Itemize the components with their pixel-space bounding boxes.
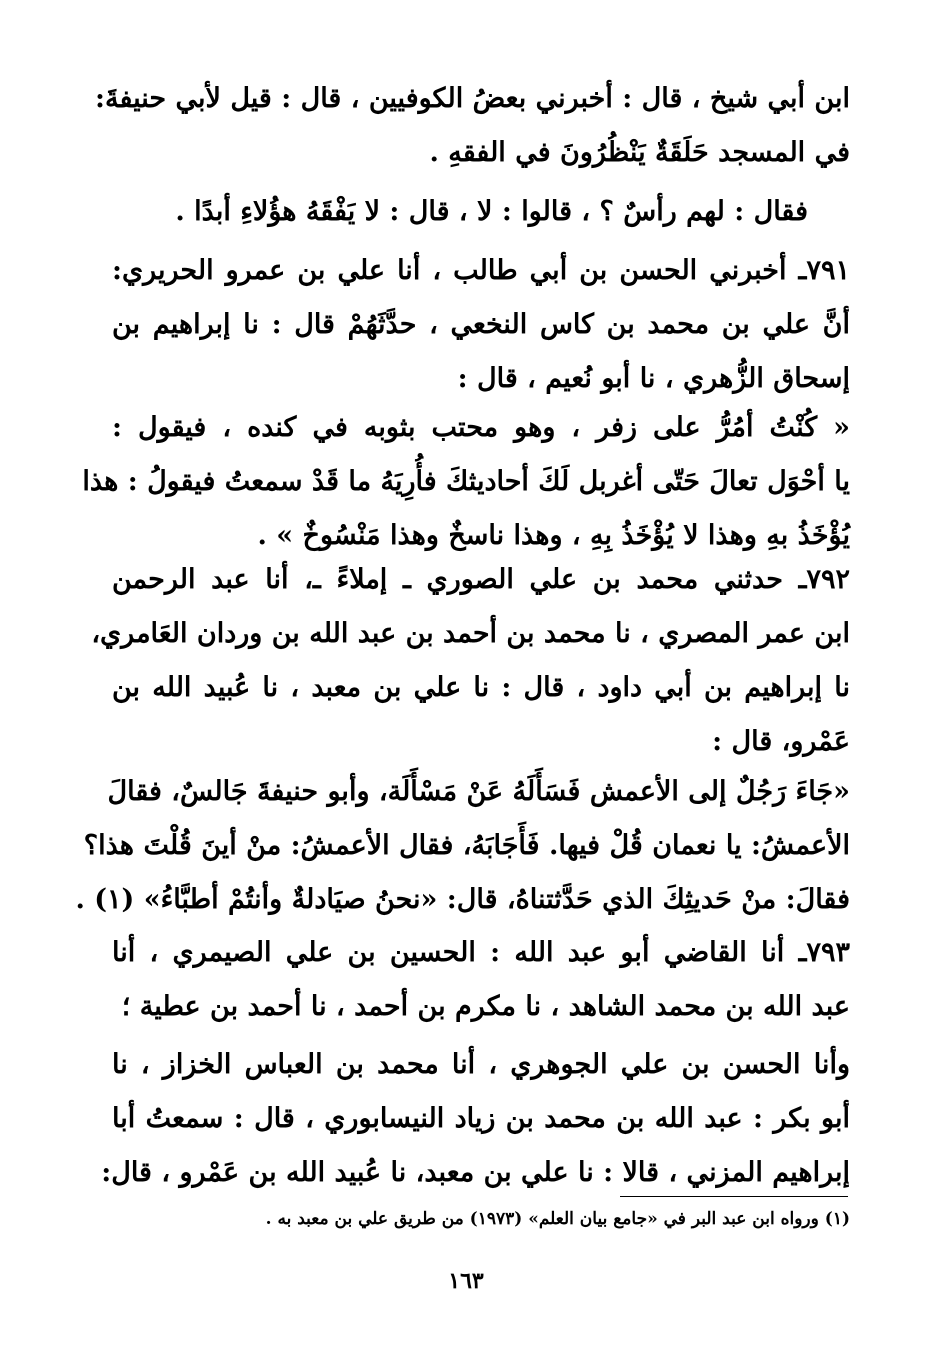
page-number: ١٦٣ bbox=[448, 1268, 484, 1294]
text-line: ٧٩٢ـ حدثني محمد بن علي الصوري ـ إملاءً ـ، أنا عبد الرحمن bbox=[112, 564, 850, 595]
text-line: « كُنْتُ أمُرُّ على زفر ، وهو محتب بثوبه في كنده ، فيقول : bbox=[112, 412, 850, 443]
hadith-791 bbox=[112, 244, 850, 406]
text-line: إبراهيم المزني ، قالا : نا علي بن معبد، نا عُبيد الله بن عَمْرو ، قال: bbox=[101, 1157, 850, 1188]
paragraph-reply bbox=[112, 185, 808, 239]
text-line: «جَاءَ رَجُلٌ إلى الأعمش فَسَأَلَهُ عَنْ مَسْأَلَة، وأبو حنيفةَ جَالسٌ، فقالَ bbox=[107, 776, 850, 807]
text-line: الأعمشُ: يا نعمان قُلْ فيها. فَأَجَابَهُ، فقال الأعمشُ: منْ أينَ قُلْتَ هذا؟ bbox=[83, 830, 850, 861]
text-line: عَمْرو، قال : bbox=[712, 726, 850, 757]
text-line: ابن أبي شيخ ، قال : أخبرني بعضُ الكوفيين ، قال : قيل لأبي حنيفةَ: bbox=[95, 83, 850, 114]
text-line: وأنا الحسن بن علي الجوهري ، أنا محمد بن العباس الخزاز ، نا bbox=[112, 1049, 850, 1080]
text-line: في المسجد حَلَقَةٌ يَنْظُرُونَ في الفقهِ . bbox=[429, 137, 850, 168]
text-line: عبد الله بن محمد الشاهد ، نا مكرم بن أحمد ، نا أحمد بن عطية ؛ bbox=[121, 991, 850, 1022]
text-line: ٧٩١ـ أخبرني الحسن بن أبي طالب ، أنا علي بن عمرو الحريري: bbox=[112, 255, 850, 286]
quote-amash bbox=[75, 765, 850, 927]
text-line: إسحاق الزُّهري ، نا أبو نُعيم ، قال : bbox=[457, 363, 850, 394]
text-line: فقالَ: منْ حَديثِكَ الذي حَدَّثتناهُ، قال: «نحنُ صيَادلةٌ وأنتُمْ أطبَّاءُ» (١) . bbox=[75, 884, 850, 915]
footnote: (١) ورواه ابن عبد البر في «جامع بيان العلم» (١٩٧٣) من طريق علي بن معبد به . bbox=[265, 1209, 850, 1229]
paragraph-chain bbox=[101, 1038, 850, 1200]
quote-zufar bbox=[82, 401, 850, 563]
text-line: أنَّ علي بن محمد بن كاس النخعي ، حدَّثَهُمْ قال : نا إبراهيم بن bbox=[112, 309, 850, 340]
text-line: نا إبراهيم بن أبي داود ، قال : نا علي بن معبد ، نا عُبيد الله بن bbox=[112, 672, 850, 703]
text-line: يا أحْوَل تعالَ حَتّى أغربل لَكَ أحاديثكَ فأُرِيَهُ ما قَدْ سمعتُ فيقولُ : هذا bbox=[82, 466, 850, 497]
hadith-792 bbox=[91, 553, 850, 769]
text-line: ابن عمر المصري ، نا محمد بن أحمد بن عبد الله بن وردان العَامري، bbox=[91, 618, 850, 649]
footnote-divider bbox=[620, 1196, 848, 1197]
text-line: أبو بكر : عبد الله بن محمد بن زياد النيسابوري ، قال : سمعتُ أبا bbox=[112, 1103, 850, 1134]
text-line: فقال : لهم رأسٌ ؟ ، قالوا : لا ، قال : لا يَفْقَهُ هؤُلاءِ أبدًا . bbox=[175, 196, 808, 227]
paragraph-intro bbox=[95, 72, 850, 180]
text-line: يُؤْخَذُ بهِ وهذا لا يُؤْخَذُ بِهِ ، وهذا ناسخٌ وهذا مَنْسُوخٌ » . bbox=[257, 520, 850, 551]
hadith-793 bbox=[112, 926, 850, 1034]
text-line: ٧٩٣ـ أنا القاضي أبو عبد الله : الحسين بن علي الصيمري ، أنا bbox=[112, 937, 850, 968]
